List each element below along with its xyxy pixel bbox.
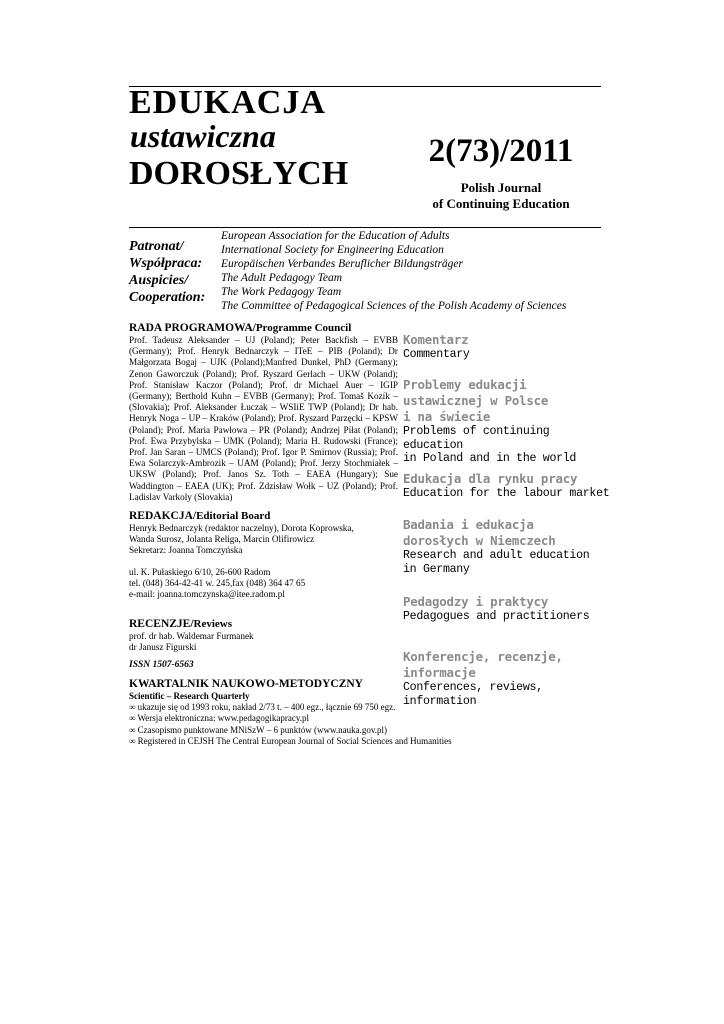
section-heading: Badania i edukacja bbox=[403, 517, 534, 532]
section-heading: dorosłych w Niemczech bbox=[403, 533, 556, 548]
section-heading-en: Pedagogues and practitioners bbox=[403, 610, 590, 623]
reviews-heading-pl: RECENZJE/ bbox=[129, 618, 194, 630]
phone-line: tel. (048) 364-42-41 w. 245,fax (048) 364 47 65 bbox=[129, 577, 306, 588]
patronage-labels bbox=[129, 238, 205, 306]
section-heading-en: Conferences, reviews, bbox=[403, 681, 543, 694]
section-heading: Pedagodzy i praktycy bbox=[403, 594, 549, 609]
editorial-line: Sekretarz: Joanna Tomczyńska bbox=[129, 545, 243, 556]
section-heading: Edukacja dla rynku pracy bbox=[403, 471, 578, 486]
council-heading-en: Programme Council bbox=[255, 322, 352, 334]
title-line-1: EDUKACJA bbox=[129, 84, 326, 121]
editorial-heading-pl: REDAKCJA/ bbox=[129, 510, 197, 522]
patronage-item: Europäischen Verbandes Beruflicher Bildungsträger bbox=[221, 258, 463, 270]
contents-section-2 bbox=[403, 377, 613, 466]
council-heading-pl: RADA PROGRAMOWA/ bbox=[129, 322, 256, 334]
contents-section-6 bbox=[403, 649, 613, 708]
council-section bbox=[129, 321, 398, 503]
contents-section-3 bbox=[403, 471, 613, 501]
title-line-2: ustawiczna bbox=[130, 118, 276, 154]
journal-subtitle bbox=[406, 180, 596, 212]
reviewer: dr Janusz Figurski bbox=[129, 642, 197, 653]
patronage-label: Współpraca: bbox=[129, 256, 203, 271]
section-heading-en: Commentary bbox=[403, 348, 470, 361]
title-line-3: DOROSŁYCH bbox=[129, 155, 349, 192]
email-line: e-mail: joanna.tomczynska@itee.radom.pl bbox=[129, 589, 285, 600]
editorial-line: Henryk Bednarczyk (redaktor naczelny), Dorota Koprowska, bbox=[129, 523, 354, 533]
quarterly-heading: KWARTALNIK NAUKOWO-METODYCZNY bbox=[129, 678, 363, 690]
subtitle-line-2: of Continuing Education bbox=[432, 196, 570, 211]
section-heading: Konferencje, recenzje, bbox=[403, 649, 563, 664]
patronage-item: The Work Pedagogy Team bbox=[221, 286, 342, 298]
section-heading-en: Research and adult education bbox=[403, 549, 590, 562]
section-heading-en: Problems of continuing education bbox=[403, 425, 550, 452]
quarterly-bullet: ∞ Registered in CEJSH The Central European Journal of Social Sciences and Humanities bbox=[129, 736, 452, 747]
patronage-item: The Committee of Pedagogical Sciences of the Polish Academy of Sciences bbox=[221, 300, 567, 312]
patronage-item: European Association for the Education of Adults bbox=[221, 230, 450, 242]
patronage-item: The Adult Pedagogy Team bbox=[221, 272, 343, 284]
quarterly-bullet: ∞ Czasopismo punktowane MNiSzW – 6 punktów (www.nauka.gov.pl) bbox=[129, 724, 388, 735]
issn: ISSN 1507-6563 bbox=[129, 660, 194, 671]
patronage-list bbox=[221, 229, 566, 313]
section-heading: i na świecie bbox=[403, 409, 491, 424]
section-heading-en: in Germany bbox=[403, 562, 470, 576]
patronage-item: International Society for Engineering Education bbox=[221, 244, 444, 256]
section-heading: ustawicznej w Polsce bbox=[403, 393, 549, 408]
patronage-label: Patronat/ bbox=[129, 239, 184, 254]
reviews-heading bbox=[129, 617, 398, 631]
middle-rule bbox=[129, 227, 601, 228]
section-heading: informacje bbox=[403, 665, 476, 680]
section-heading-en: in Poland and in the world bbox=[403, 452, 577, 466]
council-heading bbox=[129, 321, 398, 335]
editorial-line: Wanda Surosz, Jolanta Religa, Marcin Olifirowicz bbox=[129, 534, 315, 545]
patronage-label: Auspicies/ bbox=[129, 273, 189, 288]
editorial-heading-en: Editorial Board bbox=[196, 510, 271, 522]
contents-section-1 bbox=[403, 332, 613, 362]
contents-section-5 bbox=[403, 594, 613, 624]
quarterly-bullet: ∞ Wersja elektroniczna: www.pedagogikapracy.pl bbox=[129, 713, 310, 724]
section-heading: Komentarz bbox=[403, 332, 469, 347]
section-heading-en: Education for the labour market bbox=[403, 487, 610, 500]
patronage-label: Cooperation: bbox=[129, 290, 206, 305]
section-heading: Problemy edukacji bbox=[403, 377, 527, 392]
address-line: ul. K. Pułaskiego 6/10, 26-600 Radom bbox=[129, 566, 271, 577]
quarterly-bullet: ∞ ukazuje się od 1993 roku, nakład 2/73 t. – 400 egz., łącznie 69 750 egz. bbox=[129, 702, 396, 712]
reviews-section bbox=[129, 617, 398, 671]
quarterly-subheading: Scientific – Research Quarterly bbox=[129, 691, 250, 701]
editorial-heading bbox=[129, 509, 398, 523]
contents-section-4 bbox=[403, 517, 613, 576]
editorial-section bbox=[129, 509, 398, 600]
subtitle-line-1: Polish Journal bbox=[460, 180, 542, 195]
reviewer: prof. dr hab. Waldemar Furmanek bbox=[129, 631, 254, 641]
section-heading-en: information bbox=[403, 694, 477, 708]
council-members: Prof. Tadeusz Aleksander – UJ (Poland); Peter Backfish – EVBB (Germany); Prof. Henryk Bednarczyk – ITeE – PIB (Poland); Dr Małgorzata Bogaj – UJK (Poland);Manfred Dunkel, PhD (Germany); Zenon Gaworczuk (Poland); Prof. Ryszard Gerlach – UKW (Poland); Prof. Stanisław Kaczor (Poland); Prof. dr Michael Auer – IGIP (Germany); Berthold Kuhn – EVBB (Germany); Prof. Tomaš Kozík – (Slovakia); Prof. Aleksander Łuczak – WSIiE TWP (Poland); Dr hab. Henryk Noga – UP – Kraków (Poland); Prof. Ryszard Parzęcki – KPSW (Poland); Prof. Maria Pawłowa – PR (Poland); Andrzej Piłat (Poland); Prof. Ewa Przybylska – UMK (Poland); Maria H. Rudowski (France); Prof. Jan Saran – UMCS (Poland); Prof. Igor P. Smirnov (Russia); Prof. Ewa Solarczyk-Ambrozik – UAM (Poland); Prof. Jerzy Stochmiałek – UKSW (Poland); Prof. Janos Sz. Toth – EAEA (Hungary); Sue Waddington – EAEA (UK); Prof. Zdzisław Wołk – UZ (Poland); Prof. Ladislav Varkoly (Slovakia) bbox=[129, 335, 398, 502]
issue-number: 2(73)/2011 bbox=[428, 133, 574, 169]
reviews-heading-en: Reviews bbox=[193, 618, 233, 630]
